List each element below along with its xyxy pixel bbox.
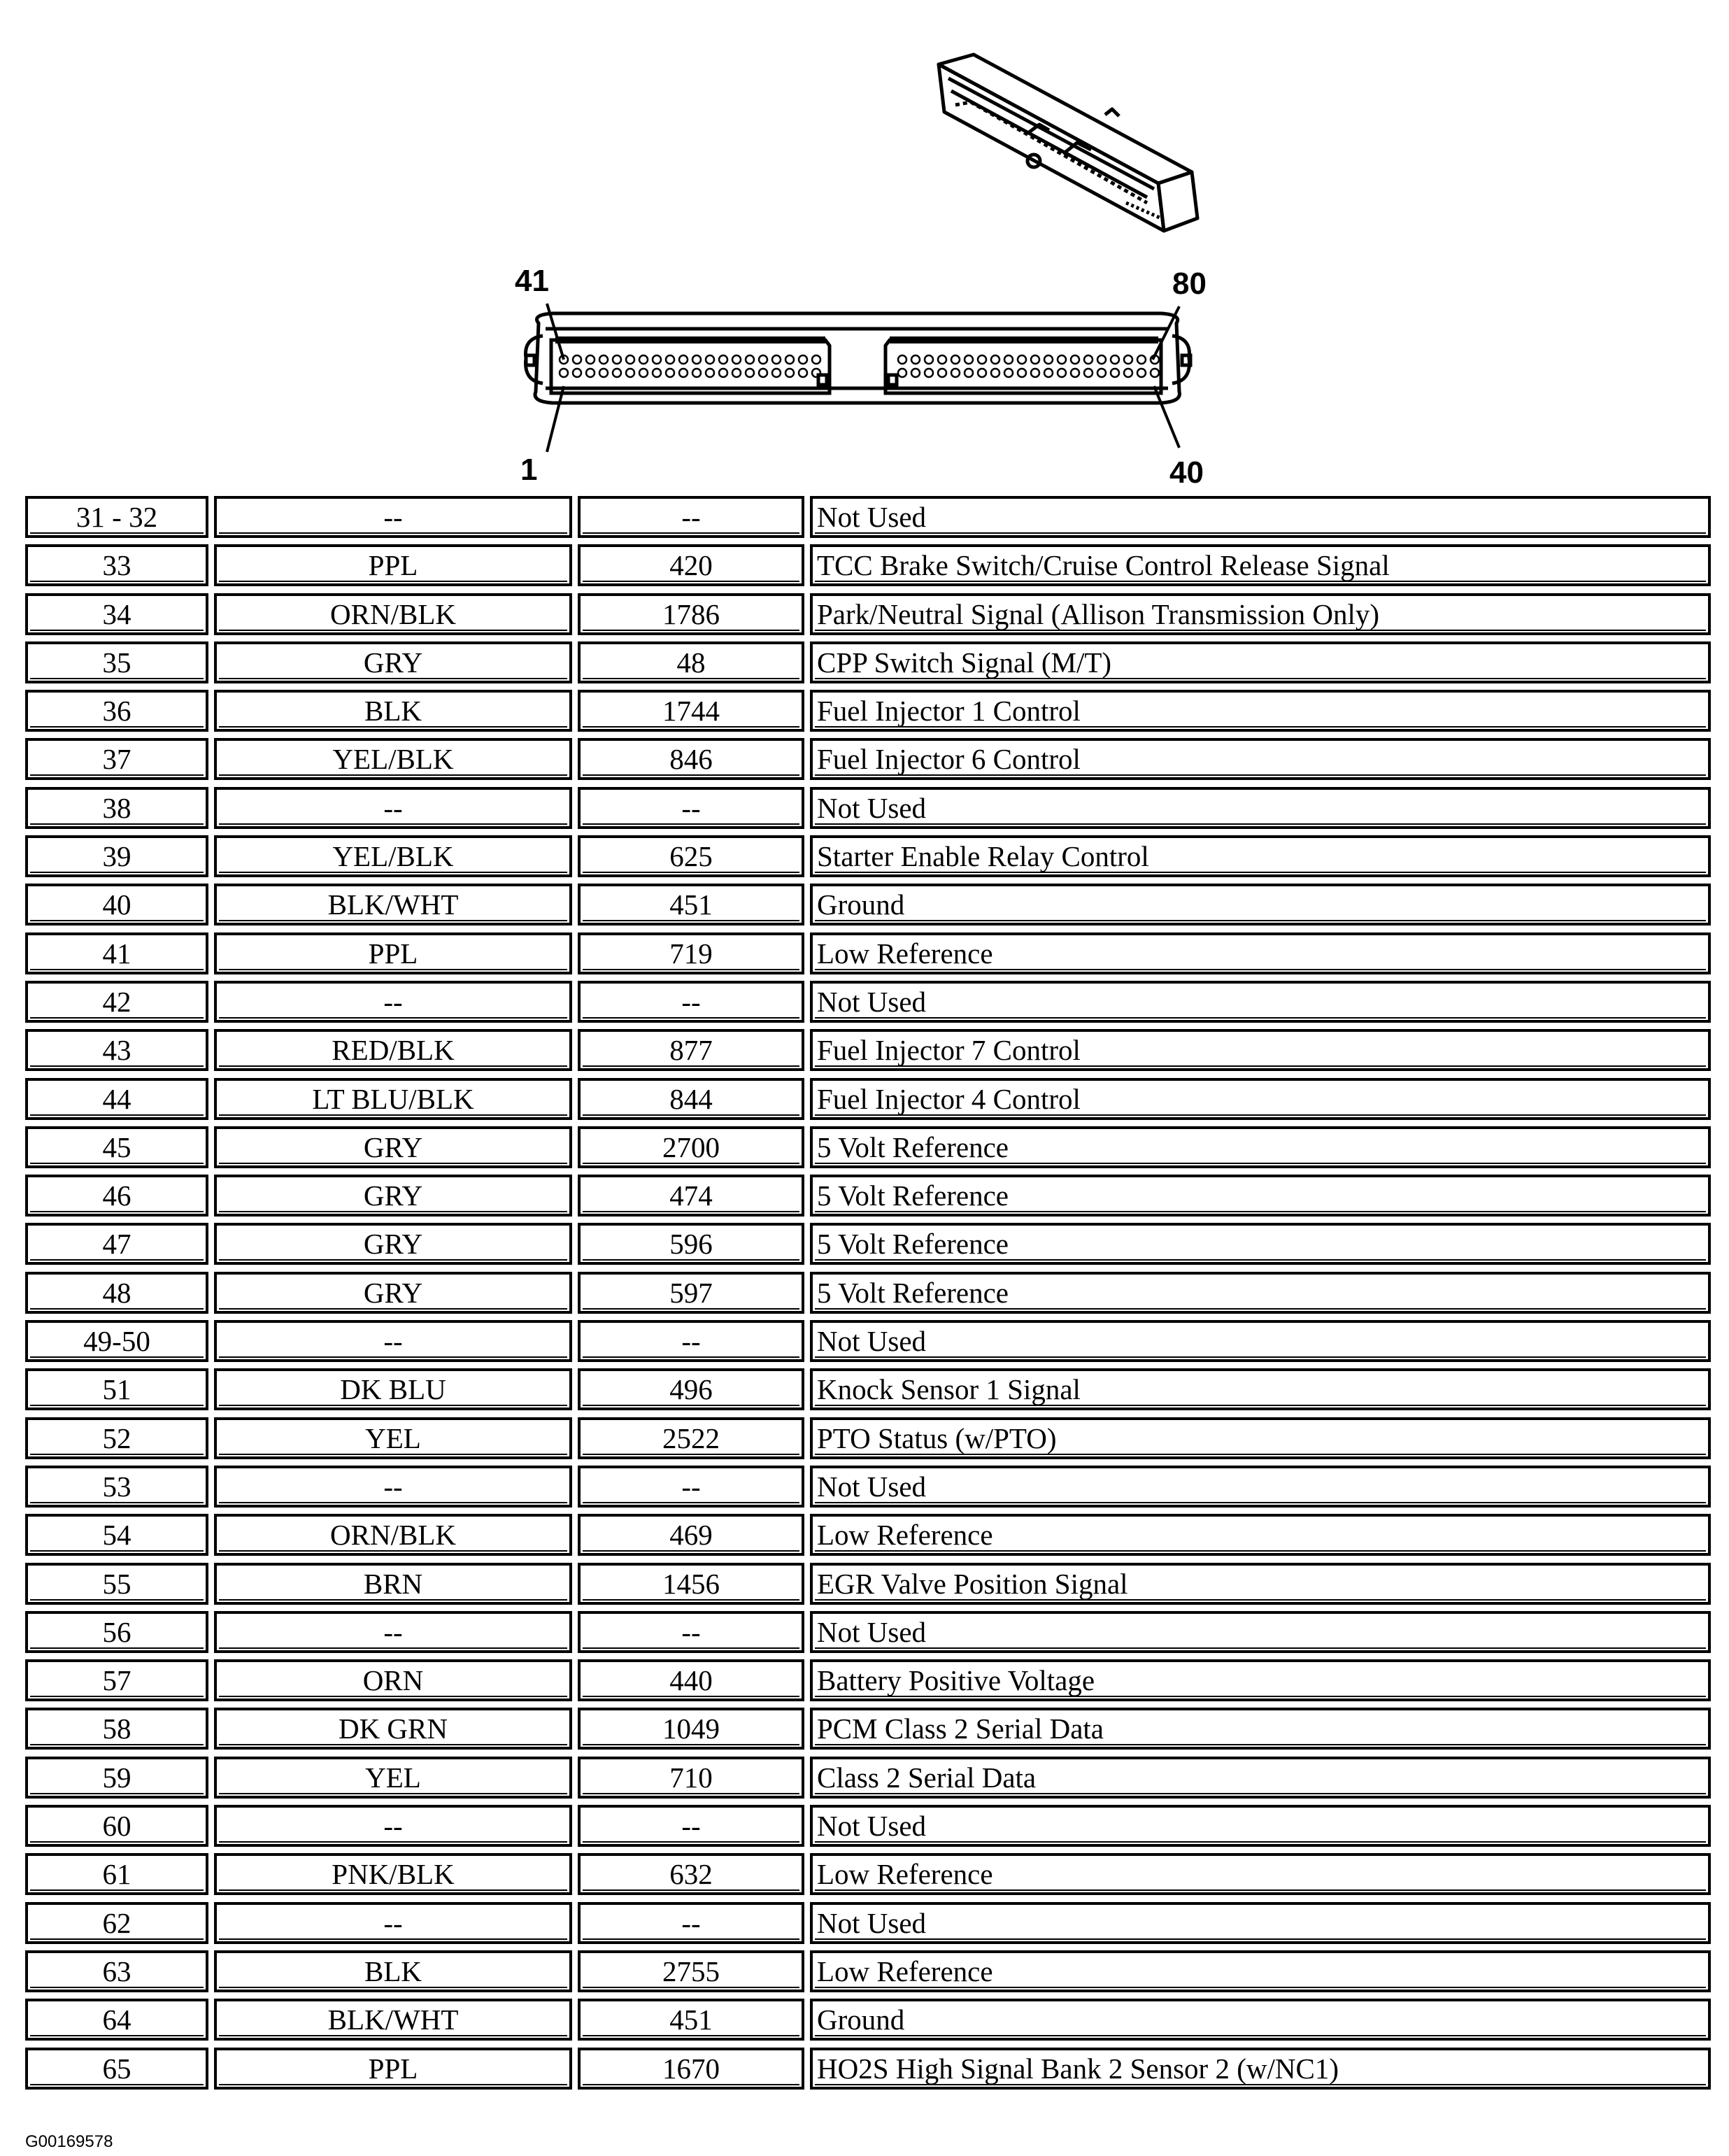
connector-pin (613, 355, 621, 364)
connector-pin (991, 355, 999, 364)
connector-pin (573, 369, 581, 377)
wire-color-cell: YEL/BLK (214, 738, 572, 780)
function-cell: Not Used (810, 1466, 1711, 1508)
connector-pin (911, 355, 920, 364)
function-cell: HO2S High Signal Bank 2 Sensor 2 (w/NC1) (810, 2048, 1711, 2090)
function-cell: Class 2 Serial Data (810, 1757, 1711, 1799)
connector-pin (732, 369, 741, 377)
circuit-number-cell: 451 (578, 884, 804, 925)
pin-number-cell: 60 (25, 1805, 208, 1847)
function-cell: Fuel Injector 7 Control (810, 1029, 1711, 1071)
circuit-number-cell: 451 (578, 1999, 804, 2041)
wire-color-cell: -- (214, 1805, 572, 1847)
wire-color-cell: DK BLU (214, 1368, 572, 1410)
connector-pin (719, 355, 727, 364)
wire-color-cell: LT BLU/BLK (214, 1078, 572, 1120)
pin-number-cell: 64 (25, 1999, 208, 2041)
connector-pin (1004, 355, 1013, 364)
circuit-number-cell: 625 (578, 835, 804, 877)
table-row (25, 1366, 1711, 1414)
wire-color-cell: BRN (214, 1563, 572, 1605)
connector-pin (991, 369, 999, 377)
pin-number-cell: 59 (25, 1757, 208, 1799)
connector-pin (1137, 355, 1146, 364)
connector-figure (0, 0, 1729, 490)
circuit-number-cell: 844 (578, 1078, 804, 1120)
function-cell: TCC Brake Switch/Cruise Control Release Signal (810, 544, 1711, 586)
circuit-number-cell: -- (578, 981, 804, 1023)
table-row (25, 1124, 1711, 1172)
pin-number-cell: 37 (25, 738, 208, 780)
circuit-number-cell: -- (578, 1902, 804, 1944)
pin-number-cell: 51 (25, 1368, 208, 1410)
connector-pin (719, 369, 727, 377)
wire-color-cell: GRY (214, 1272, 572, 1314)
circuit-number-cell: 596 (578, 1223, 804, 1265)
connector-pin (799, 355, 807, 364)
function-cell: Not Used (810, 981, 1711, 1023)
pin-number-cell: 55 (25, 1563, 208, 1605)
pin-number-cell: 31 - 32 (25, 496, 208, 538)
table-row (25, 833, 1711, 881)
wire-color-cell: BLK (214, 690, 572, 732)
table-row (25, 1705, 1711, 1754)
table-row (25, 688, 1711, 736)
circuit-number-cell: -- (578, 1466, 804, 1508)
pin-number-cell: 35 (25, 641, 208, 683)
pin-label-41: 41 (515, 264, 549, 298)
connector-pin (653, 355, 661, 364)
connector-pin (965, 369, 973, 377)
connector-pin (785, 369, 794, 377)
table-row (25, 1512, 1711, 1560)
connector-pin (1137, 369, 1146, 377)
connector-pin (799, 369, 807, 377)
pin-number-cell: 41 (25, 932, 208, 974)
circuit-number-cell: 1744 (578, 690, 804, 732)
circuit-number-cell: 719 (578, 932, 804, 974)
wire-color-cell: RED/BLK (214, 1029, 572, 1071)
connector-pin (1004, 369, 1013, 377)
table-row (25, 1609, 1711, 1657)
connector-pin (560, 369, 568, 377)
function-cell: Park/Neutral Signal (Allison Transmission Only) (810, 593, 1711, 635)
connector-pin (951, 355, 960, 364)
connector-pin (626, 355, 634, 364)
function-cell: Low Reference (810, 1950, 1711, 1992)
wire-color-cell: ORN (214, 1659, 572, 1701)
pin-number-cell: 49-50 (25, 1320, 208, 1362)
table-row (25, 1318, 1711, 1366)
circuit-number-cell: 2522 (578, 1417, 804, 1459)
wire-color-cell: ORN/BLK (214, 1514, 572, 1556)
connector-pin (679, 355, 688, 364)
figure-id: G00169578 (25, 2132, 113, 2151)
function-cell: Not Used (810, 787, 1711, 829)
pin-number-cell: 36 (25, 690, 208, 732)
circuit-number-cell: 632 (578, 1853, 804, 1895)
function-cell: Starter Enable Relay Control (810, 835, 1711, 877)
wire-color-cell: -- (214, 1611, 572, 1653)
function-cell: Low Reference (810, 1853, 1711, 1895)
connector-pin (938, 369, 946, 377)
wire-color-cell: -- (214, 1466, 572, 1508)
wire-color-cell: GRY (214, 641, 572, 683)
circuit-number-cell: 474 (578, 1175, 804, 1217)
connector-pin (732, 355, 741, 364)
circuit-number-cell: 469 (578, 1514, 804, 1556)
connector-pin (1097, 369, 1106, 377)
circuit-number-cell: 420 (578, 544, 804, 586)
wire-color-cell: -- (214, 981, 572, 1023)
connector-pin (1058, 355, 1066, 364)
function-cell: 5 Volt Reference (810, 1272, 1711, 1314)
pin-number-cell: 62 (25, 1902, 208, 1944)
connector-pin (639, 355, 648, 364)
wire-color-cell: DK GRN (214, 1708, 572, 1750)
circuit-number-cell: 1456 (578, 1563, 804, 1605)
connector-pin (1084, 355, 1093, 364)
table-row (25, 1172, 1711, 1221)
connector-pin (759, 369, 767, 377)
function-cell: CPP Switch Signal (M/T) (810, 641, 1711, 683)
pin-number-cell: 47 (25, 1223, 208, 1265)
function-cell: Not Used (810, 1805, 1711, 1847)
connector-pin (898, 355, 906, 364)
connector-pin (679, 369, 688, 377)
wire-color-cell: GRY (214, 1223, 572, 1265)
circuit-number-cell: -- (578, 1611, 804, 1653)
pinout-table (25, 494, 1711, 2094)
wire-color-cell: YEL/BLK (214, 835, 572, 877)
connector-pin (1124, 369, 1132, 377)
connector-pin (586, 355, 595, 364)
pin-number-cell: 54 (25, 1514, 208, 1556)
table-row (25, 1270, 1711, 1318)
wire-color-cell: -- (214, 1902, 572, 1944)
connector-pin (746, 355, 754, 364)
connector-pin (951, 369, 960, 377)
circuit-number-cell: -- (578, 1805, 804, 1847)
circuit-number-cell: 710 (578, 1757, 804, 1799)
table-row (25, 591, 1711, 639)
pin-number-cell: 63 (25, 1950, 208, 1992)
table-row (25, 1415, 1711, 1463)
wire-color-cell: PNK/BLK (214, 1853, 572, 1895)
connector-pin (1124, 355, 1132, 364)
function-cell: Not Used (810, 1611, 1711, 1653)
function-cell: PTO Status (w/PTO) (810, 1417, 1711, 1459)
function-cell: Fuel Injector 6 Control (810, 738, 1711, 780)
connector-pin (692, 355, 701, 364)
circuit-number-cell: 496 (578, 1368, 804, 1410)
connector-pin (925, 369, 933, 377)
connector-pin (1084, 369, 1093, 377)
connector-pin (626, 369, 634, 377)
circuit-number-cell: -- (578, 496, 804, 538)
function-cell: PCM Class 2 Serial Data (810, 1708, 1711, 1750)
function-cell: Battery Positive Voltage (810, 1659, 1711, 1701)
connector-pin (978, 369, 986, 377)
table-row (25, 1851, 1711, 1899)
connector-pin (1031, 369, 1039, 377)
table-row (25, 1076, 1711, 1124)
connector-pin (812, 355, 820, 364)
connector-pin (1031, 355, 1039, 364)
wire-color-cell: PPL (214, 544, 572, 586)
pin-label-1: 1 (520, 453, 538, 487)
table-row (25, 1657, 1711, 1705)
connector-pin (1151, 369, 1159, 377)
wire-color-cell: YEL (214, 1757, 572, 1799)
pin-number-cell: 61 (25, 1853, 208, 1895)
table-row (25, 1803, 1711, 1851)
function-cell: Not Used (810, 496, 1711, 538)
circuit-number-cell: 597 (578, 1272, 804, 1314)
function-cell: Low Reference (810, 1514, 1711, 1556)
table-row (25, 1561, 1711, 1609)
function-cell: Not Used (810, 1902, 1711, 1944)
function-cell: 5 Volt Reference (810, 1175, 1711, 1217)
connector-pin (599, 369, 608, 377)
table-row (25, 1221, 1711, 1269)
table-row (25, 494, 1711, 542)
table-row (25, 542, 1711, 590)
pin-number-cell: 56 (25, 1611, 208, 1653)
pin-number-cell: 65 (25, 2048, 208, 2090)
pin-number-cell: 34 (25, 593, 208, 635)
connector-pin (692, 369, 701, 377)
circuit-number-cell: 440 (578, 1659, 804, 1701)
connector-pin (978, 355, 986, 364)
connector-pin (1111, 355, 1119, 364)
connector-pin (666, 369, 674, 377)
table-row (25, 1754, 1711, 1803)
connector-pin (1058, 369, 1066, 377)
pin-number-cell: 46 (25, 1175, 208, 1217)
wire-color-cell: -- (214, 496, 572, 538)
pin-number-cell: 42 (25, 981, 208, 1023)
connector-face-diagram (526, 304, 1191, 452)
circuit-number-cell: 2700 (578, 1126, 804, 1168)
circuit-number-cell: -- (578, 787, 804, 829)
function-cell: 5 Volt Reference (810, 1126, 1711, 1168)
connector-pin (1111, 369, 1119, 377)
pin-number-cell: 45 (25, 1126, 208, 1168)
function-cell: Knock Sensor 1 Signal (810, 1368, 1711, 1410)
circuit-number-cell: 846 (578, 738, 804, 780)
connector-pin (1018, 369, 1026, 377)
function-cell: Fuel Injector 1 Control (810, 690, 1711, 732)
connector-pin (772, 369, 781, 377)
pin-label-80: 80 (1172, 267, 1207, 301)
circuit-number-cell: 1049 (578, 1708, 804, 1750)
connector-pin (586, 369, 595, 377)
connector-pin (1044, 355, 1053, 364)
pin-number-cell: 43 (25, 1029, 208, 1071)
pin-number-cell: 38 (25, 787, 208, 829)
connector-pin (666, 355, 674, 364)
circuit-number-cell: 877 (578, 1029, 804, 1071)
pin-number-cell: 44 (25, 1078, 208, 1120)
pin-number-cell: 52 (25, 1417, 208, 1459)
wire-color-cell: YEL (214, 1417, 572, 1459)
table-row (25, 1027, 1711, 1075)
function-cell: 5 Volt Reference (810, 1223, 1711, 1265)
circuit-number-cell: 1670 (578, 2048, 804, 2090)
connector-pin (1071, 355, 1079, 364)
table-row (25, 1997, 1711, 2045)
connector-pin (653, 369, 661, 377)
wire-color-cell: ORN/BLK (214, 593, 572, 635)
connector-pin (706, 355, 714, 364)
connector-pin (1097, 355, 1106, 364)
connector-pin (746, 369, 754, 377)
pin-number-cell: 40 (25, 884, 208, 925)
connector-pin (639, 369, 648, 377)
connector-pin (599, 355, 608, 364)
wire-color-cell: PPL (214, 2048, 572, 2090)
connector-pin (772, 355, 781, 364)
pin-number-cell: 39 (25, 835, 208, 877)
table-row (25, 930, 1711, 979)
pin-number-cell: 57 (25, 1659, 208, 1701)
table-row (25, 2045, 1711, 2094)
connector-pin (1071, 369, 1079, 377)
table-row (25, 736, 1711, 784)
connector-pin (911, 369, 920, 377)
connector-pin (706, 369, 714, 377)
pin-number-cell: 58 (25, 1708, 208, 1750)
table-row (25, 639, 1711, 688)
table-row (25, 785, 1711, 833)
connector-pin (938, 355, 946, 364)
function-cell: Low Reference (810, 932, 1711, 974)
pin-number-cell: 53 (25, 1466, 208, 1508)
connector-pin (785, 355, 794, 364)
function-cell: EGR Valve Position Signal (810, 1563, 1711, 1605)
table-row (25, 1900, 1711, 1948)
function-cell: Ground (810, 1999, 1711, 2041)
pin-number-cell: 33 (25, 544, 208, 586)
wire-color-cell: -- (214, 1320, 572, 1362)
table-row (25, 1463, 1711, 1512)
connector-pin (812, 369, 820, 377)
pin-number-cell: 48 (25, 1272, 208, 1314)
function-cell: Not Used (810, 1320, 1711, 1362)
wire-color-cell: BLK/WHT (214, 884, 572, 925)
function-cell: Ground (810, 884, 1711, 925)
circuit-number-cell: 48 (578, 641, 804, 683)
connector-isometric-drawing (0, 0, 1729, 490)
connector-pin (573, 355, 581, 364)
wire-color-cell: GRY (214, 1175, 572, 1217)
connector-pin (1018, 355, 1026, 364)
wire-color-cell: BLK/WHT (214, 1999, 572, 2041)
function-cell: Fuel Injector 4 Control (810, 1078, 1711, 1120)
connector-pin (1044, 369, 1053, 377)
pin-label-40: 40 (1169, 455, 1204, 490)
connector-pin (613, 369, 621, 377)
connector-pin (759, 355, 767, 364)
table-row (25, 979, 1711, 1027)
connector-pin (925, 355, 933, 364)
wire-color-cell: GRY (214, 1126, 572, 1168)
circuit-number-cell: 2755 (578, 1950, 804, 1992)
wire-color-cell: PPL (214, 932, 572, 974)
connector-pin (898, 369, 906, 377)
circuit-number-cell: 1786 (578, 593, 804, 635)
wire-color-cell: BLK (214, 1950, 572, 1992)
table-row (25, 881, 1711, 930)
table-row (25, 1948, 1711, 1997)
connector-pin (965, 355, 973, 364)
circuit-number-cell: -- (578, 1320, 804, 1362)
wire-color-cell: -- (214, 787, 572, 829)
